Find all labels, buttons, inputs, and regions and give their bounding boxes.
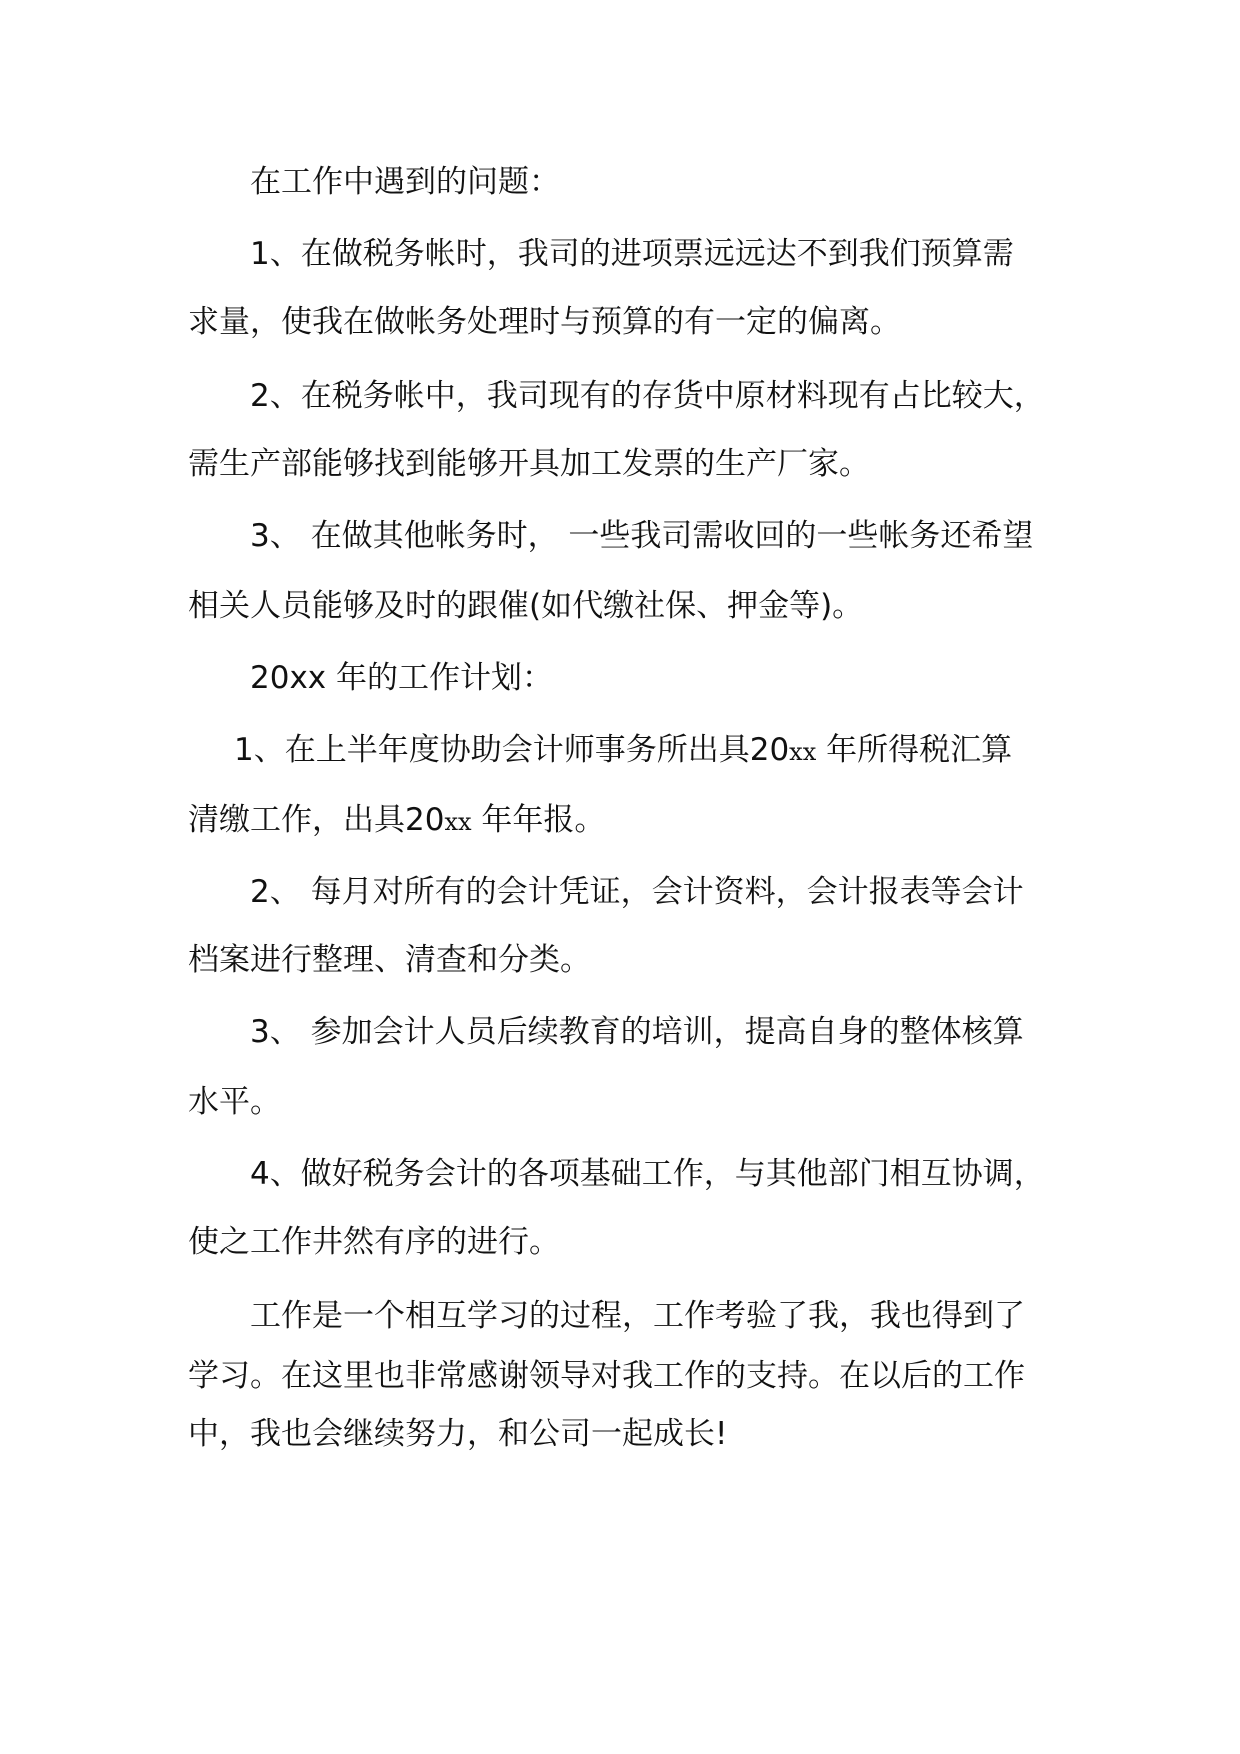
- plan-1-line-2-xx: xx: [444, 808, 472, 836]
- plan-3-line-2: 水平。: [188, 1084, 281, 1120]
- heading-plan: 20xx 年的工作计划：: [250, 660, 553, 696]
- problem-2-line-2: 需生产部能够找到能够开具加工发票的生产厂家。: [188, 446, 870, 482]
- closing-line-1: 工作是一个相互学习的过程，工作考验了我，我也得到了: [250, 1298, 1025, 1334]
- plan-1-line-1-b: 年所得税汇算: [816, 732, 1013, 768]
- closing-line-3: 中，我也会继续努力，和公司一起成长!: [188, 1416, 728, 1452]
- problem-2-line-1: 2、在税务帐中，我司现有的存货中原材料现有占比较大，: [250, 378, 1045, 414]
- plan-1-line-2-a: 清缴工作，出具20: [188, 802, 445, 838]
- plan-1-line-2: [188, 800, 605, 842]
- plan-3-line-1: 3、 参加会计人员后续教育的培训，提高自身的整体核算: [250, 1014, 1024, 1050]
- plan-4-line-2: 使之工作井然有序的进行。: [188, 1224, 560, 1260]
- plan-1-line-1: [234, 730, 1012, 772]
- problem-3-line-2: 相关人员能够及时的跟催(如代缴社保、押金等)。: [188, 588, 864, 624]
- heading-problems: 在工作中遇到的问题：: [250, 164, 560, 200]
- plan-2-line-1: 2、 每月对所有的会计凭证，会计资料，会计报表等会计: [250, 874, 1024, 910]
- plan-1-line-1-a: 1、在上半年度协助会计师事务所出具20: [234, 732, 790, 768]
- problem-1-line-2: 求量，使我在做帐务处理时与预算的有一定的偏离。: [188, 304, 901, 340]
- plan-1-line-1-xx: xx: [789, 738, 817, 766]
- closing-line-2: 学习。在这里也非常感谢领导对我工作的支持。在以后的工作: [188, 1358, 1025, 1394]
- problem-1-line-1: 1、在做税务帐时，我司的进项票远远达不到我们预算需: [250, 236, 1014, 272]
- plan-4-line-1: 4、做好税务会计的各项基础工作，与其他部门相互协调，: [250, 1156, 1045, 1192]
- problem-3-line-1: 3、 在做其他帐务时， 一些我司需收回的一些帐务还希望: [250, 518, 1034, 554]
- plan-2-line-2: 档案进行整理、清查和分类。: [188, 942, 591, 978]
- plan-1-line-2-b: 年年报。: [471, 802, 606, 838]
